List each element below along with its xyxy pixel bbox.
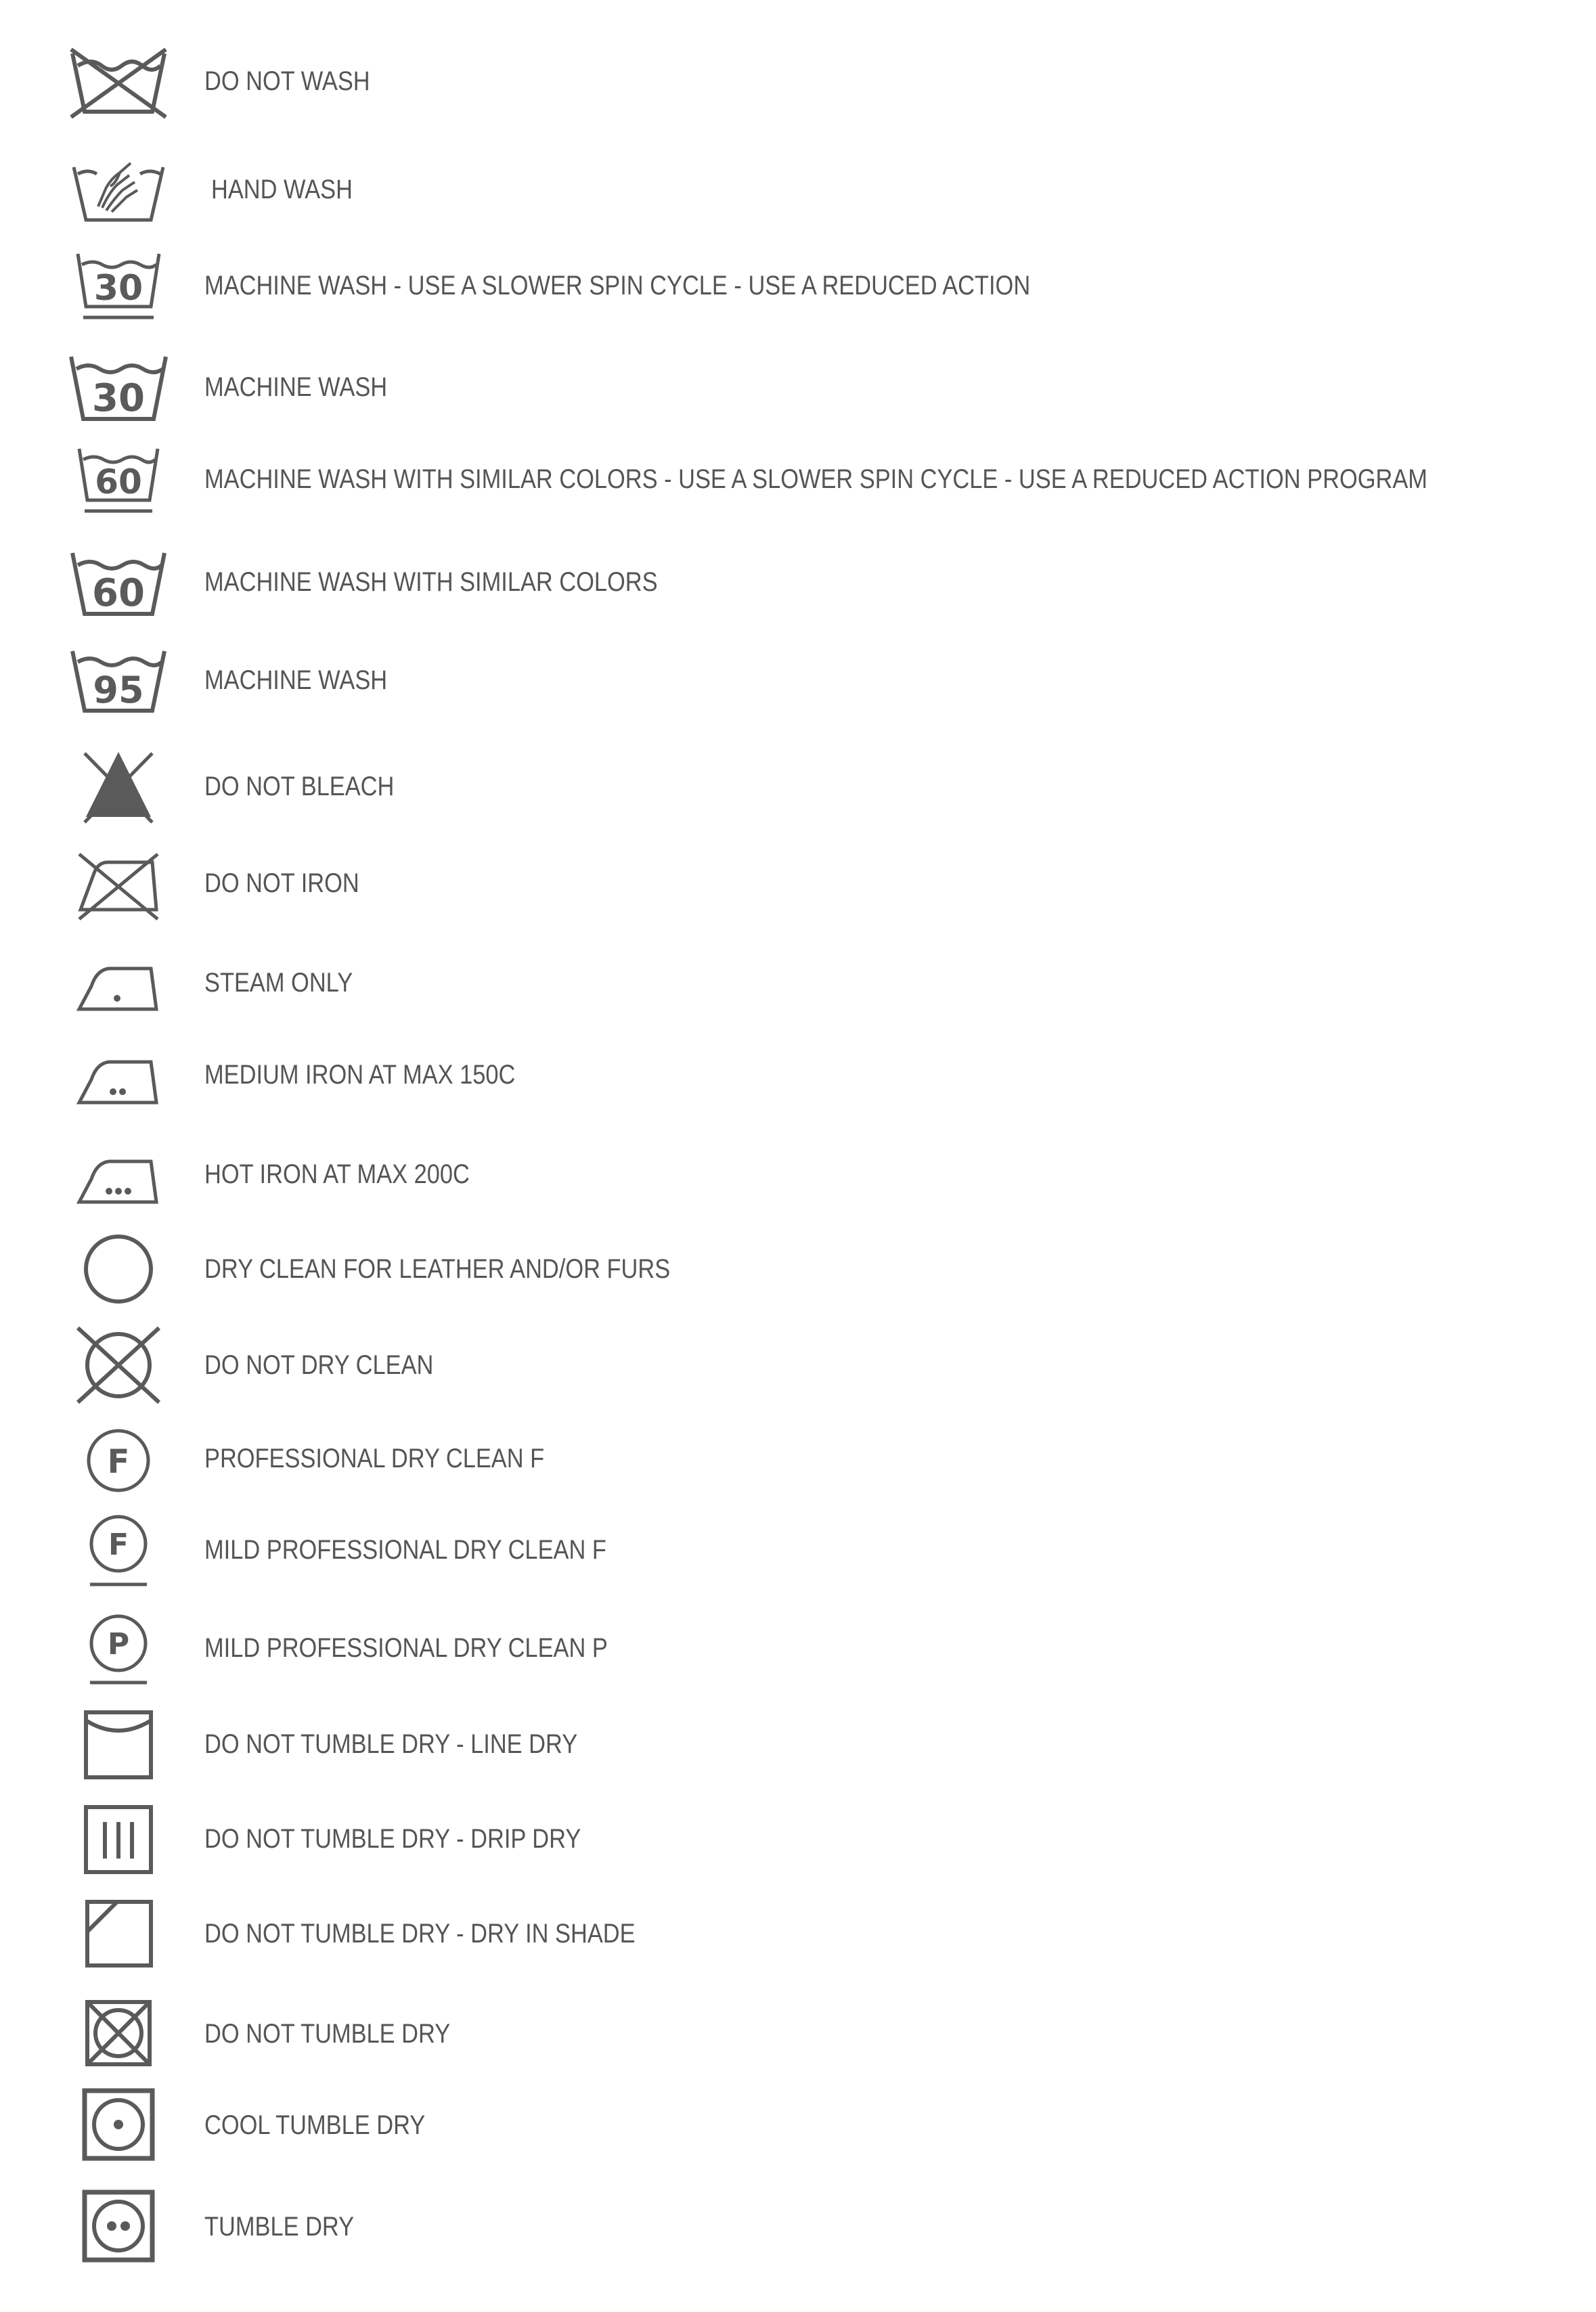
item-label: MACHINE WASH - USE A SLOWER SPIN CYCLE - USE A REDUCED ACTION: [204, 271, 1031, 301]
wash-temperature: 95: [93, 669, 144, 711]
item-label: STEAM ONLY: [204, 968, 353, 998]
wash-95-icon: [64, 636, 173, 724]
list-item: [0, 37, 1596, 125]
list-item: [0, 146, 1596, 234]
wash-temperature: 30: [92, 376, 145, 420]
iron-three-dots-icon: [64, 1130, 173, 1218]
item-label: DO NOT BLEACH: [204, 772, 395, 801]
iron-one-dot-icon: [64, 939, 173, 1027]
item-label: DO NOT IRON: [204, 868, 359, 898]
item-label: MACHINE WASH WITH SIMILAR COLORS - USE A SLOWER SPIN CYCLE - USE A REDUCED ACTION PROGRAM: [204, 464, 1427, 494]
do-not-wash-icon: [64, 37, 173, 125]
list-item: [0, 1990, 1596, 2078]
list-item: [0, 1604, 1596, 1692]
do-not-bleach-icon: [64, 742, 173, 830]
list-item: [0, 343, 1596, 431]
item-label: PROFESSIONAL DRY CLEAN F: [204, 1444, 545, 1473]
list-item: [0, 1415, 1596, 1503]
list-item: [0, 242, 1596, 330]
item-label: MILD PROFESSIONAL DRY CLEAN P: [204, 1633, 608, 1663]
wash-30-gentle-icon: [64, 242, 173, 330]
wash-temperature: 60: [92, 571, 145, 615]
list-item: [0, 636, 1596, 724]
item-label: MACHINE WASH: [204, 665, 388, 695]
do-not-iron-icon: [64, 839, 173, 927]
item-label: MILD PROFESSIONAL DRY CLEAN F: [204, 1535, 606, 1565]
dry-clean-letter: F: [108, 1528, 129, 1562]
list-item: [0, 839, 1596, 927]
dry-clean-circle-icon: [64, 1225, 173, 1313]
item-label: HOT IRON AT MAX 200C: [204, 1159, 470, 1189]
item-label: DO NOT TUMBLE DRY - DRIP DRY: [204, 1824, 581, 1854]
drip-dry-icon: [64, 1795, 173, 1883]
dry-clean-p-mild-icon: [64, 1604, 173, 1692]
dry-clean-f-icon: [64, 1415, 173, 1503]
list-item: [0, 1795, 1596, 1883]
item-label: MACHINE WASH: [204, 372, 388, 402]
line-dry-icon: [64, 1700, 173, 1788]
tumble-dry-medium-icon: [64, 2183, 173, 2271]
dry-in-shade-icon: [64, 1890, 173, 1978]
item-label: DRY CLEAN FOR LEATHER AND/OR FURS: [204, 1254, 671, 1284]
item-label: HAND WASH: [211, 175, 353, 204]
dry-clean-letter: P: [107, 1627, 130, 1662]
wash-60-icon: [64, 538, 173, 626]
list-item: [0, 1890, 1596, 1978]
wash-temperature: 60: [95, 462, 142, 502]
item-label: TUMBLE DRY: [204, 2212, 355, 2242]
iron-two-dots-icon: [64, 1031, 173, 1119]
list-item: [0, 1321, 1596, 1409]
item-label: MACHINE WASH WITH SIMILAR COLORS: [204, 567, 658, 597]
item-label: DO NOT TUMBLE DRY - LINE DRY: [204, 1729, 578, 1759]
item-label: COOL TUMBLE DRY: [204, 2110, 426, 2140]
dry-clean-f-mild-icon: [64, 1506, 173, 1594]
tumble-dry-low-icon: [64, 2081, 173, 2169]
list-item: [0, 1225, 1596, 1313]
list-item: [0, 1130, 1596, 1218]
list-item: [0, 538, 1596, 626]
list-item: [0, 1031, 1596, 1119]
list-item: [0, 939, 1596, 1027]
list-item: [0, 2183, 1596, 2271]
do-not-dry-clean-icon: [64, 1321, 173, 1409]
item-label: DO NOT WASH: [204, 66, 370, 96]
wash-30-icon: [64, 343, 173, 431]
list-item: [0, 742, 1596, 830]
item-label: DO NOT DRY CLEAN: [204, 1350, 434, 1380]
list-item: [0, 435, 1596, 523]
list-item: [0, 2081, 1596, 2169]
item-label: MEDIUM IRON AT MAX 150C: [204, 1060, 516, 1090]
wash-temperature: 30: [93, 268, 143, 309]
list-item: [0, 1700, 1596, 1788]
item-label: DO NOT TUMBLE DRY - DRY IN SHADE: [204, 1919, 636, 1949]
do-not-tumble-dry-icon: [64, 1990, 173, 2078]
list-item: [0, 1506, 1596, 1594]
wash-60-gentle-icon: [64, 435, 173, 523]
hand-wash-icon: [64, 146, 173, 234]
item-label: DO NOT TUMBLE DRY: [204, 2019, 451, 2049]
dry-clean-letter: F: [107, 1443, 130, 1481]
